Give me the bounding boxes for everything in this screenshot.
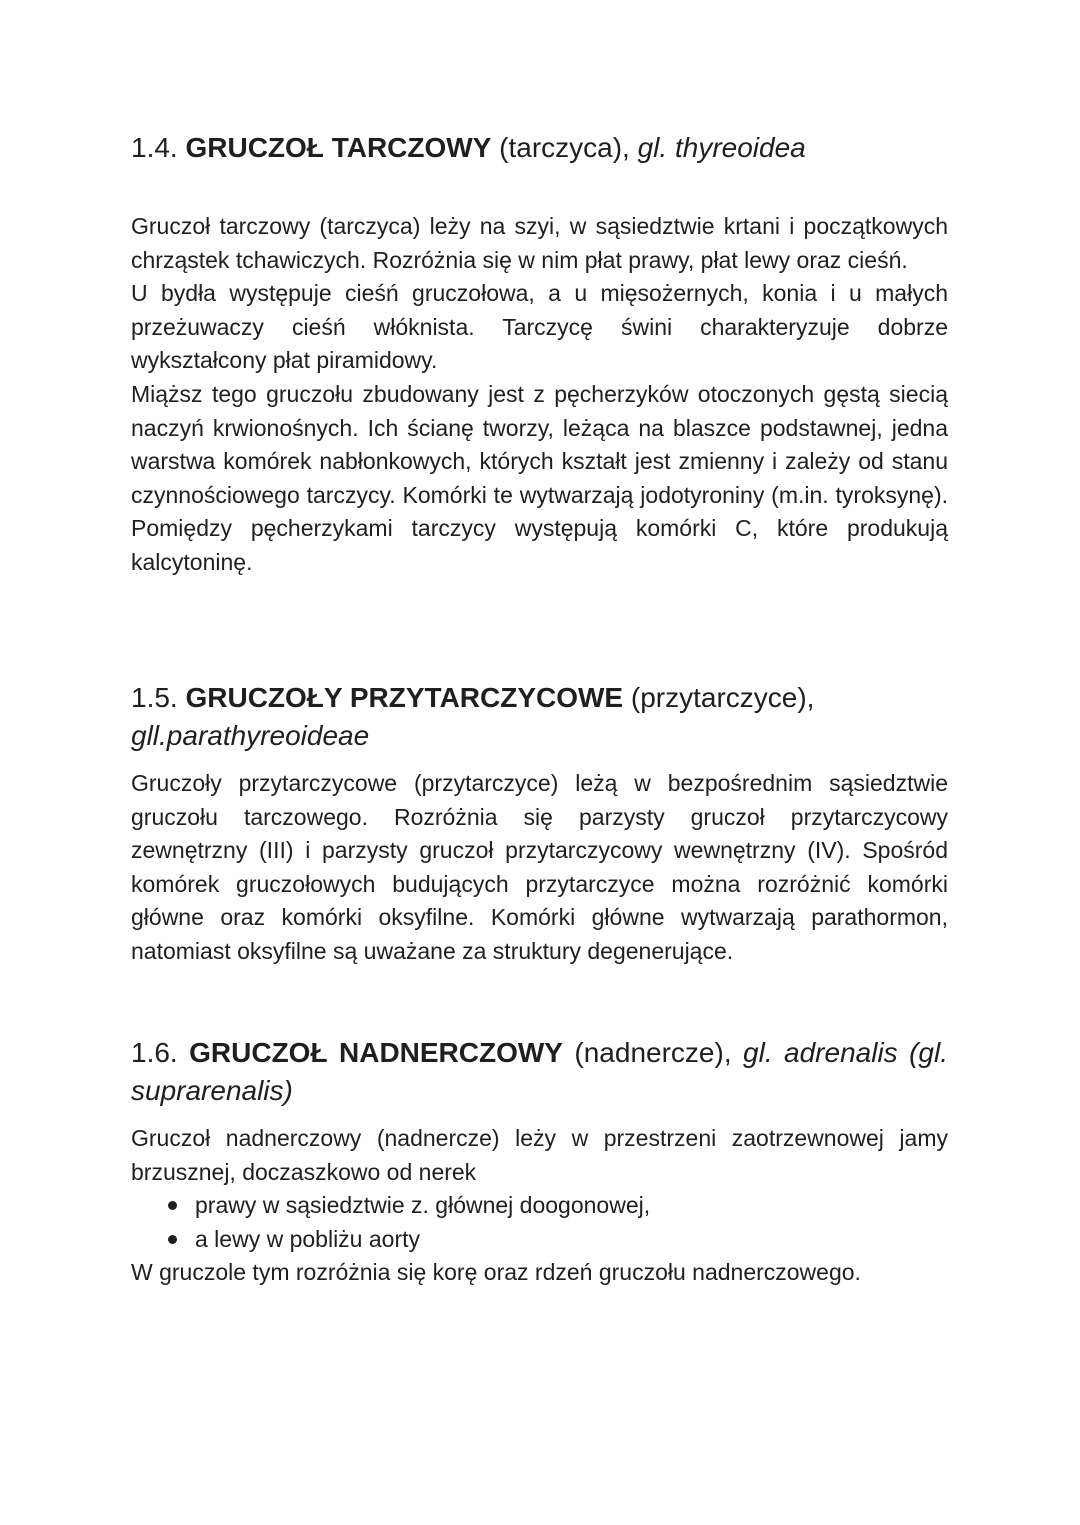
section-title-plain: (tarczyca), <box>491 132 638 163</box>
section-thyroid <box>131 129 948 580</box>
section-title-bold: GRUCZOŁY PRZYTARCZYCOWE <box>185 682 624 713</box>
section-number: 1.5. <box>131 682 178 713</box>
bullet-icon <box>168 1235 177 1244</box>
paragraph: Miąższ tego gruczołu zbudowany jest z pęcherzyków otoczonych gęstą siecią naczyń krwionośnych. Ich ścianę tworzy, leżąca na blaszce podstawnej, jedna warstwa komórek nabłonkowych, których kształt jest zmienny i zależy od stanu czynnościowego tarczycy. Komórki te wytwarzają jodotyroniny (m.in. tyroksynę). Pomiędzy pęcherzykami tarczycy występują komórki C, które produkują kalcytoninę. <box>131 380 948 575</box>
section-heading <box>131 679 948 755</box>
section-number: 1.4. <box>131 132 178 163</box>
paragraph: Gruczoł tarczowy (tarczyca) leży na szyi, w sąsiedztwie krtani i początkowych chrząstek tchawiczych. Rozróżnia się w nim płat prawy, płat lewy oraz cieśń. <box>131 213 948 273</box>
section-adrenal <box>131 1034 948 1290</box>
section-heading <box>131 1034 948 1110</box>
list-item-text: prawy w sąsiedztwie z. głównej doogonowej, <box>195 1192 651 1219</box>
bullet-icon <box>168 1201 177 1210</box>
paragraph: Gruczoł nadnerczowy (nadnercze) leży w przestrzeni zaotrzewnowej jamy brzusznej, doczaszkowo od nerek <box>131 1125 948 1185</box>
list-item <box>131 1189 948 1223</box>
section-parathyroid <box>131 679 948 969</box>
section-number: 1.6. <box>131 1037 178 1068</box>
section-title-bold: GRUCZOŁ NADNERCZOWY <box>189 1037 563 1068</box>
section-title-plain: (przytarczyce), <box>623 682 815 713</box>
section-title-plain: (nadnercze), <box>562 1037 744 1068</box>
bullet-list <box>131 1189 948 1256</box>
section-title-latin: gll.parathyreoideae <box>131 720 370 751</box>
paragraph: W gruczole tym rozróżnia się korę oraz rdzeń gruczołu nadnerczowego. <box>131 1259 861 1286</box>
paragraph: U bydła występuje cieśń gruczołowa, a u mięsożernych, konia i u małych przeżuwaczy cieśń włóknista. Tarczycę świni charakteryzuje dobrze wykształcony płat piramidowy. <box>131 280 948 374</box>
list-item-text: a lewy w pobliżu aorty <box>195 1225 420 1252</box>
paragraph: Gruczoły przytarczycowe (przytarczyce) leżą w bezpośrednim sąsiedztwie gruczołu tarczowego. Rozróżnia się parzysty gruczoł przytarczycowy zewnętrzny (III) i parzysty gruczoł przytarczycowy wewnętrzny (IV). Spośród komórek gruczołowych budujących przytarczyce można rozróżnić komórki główne oraz komórki oksyfilne. Komórki główne wytwarzają parathormon, natomiast oksyfilne są uważane za struktury degenerujące. <box>131 770 948 964</box>
section-title-latin: gl. thyreoidea <box>637 132 806 163</box>
section-title-bold: GRUCZOŁ TARCZOWY <box>185 132 492 163</box>
list-item <box>131 1223 948 1257</box>
section-title-latin-alt: (gl. suprarenalis) <box>131 1037 949 1106</box>
section-title-latin: gl. adrenalis <box>743 1037 898 1068</box>
section-heading <box>131 129 948 167</box>
